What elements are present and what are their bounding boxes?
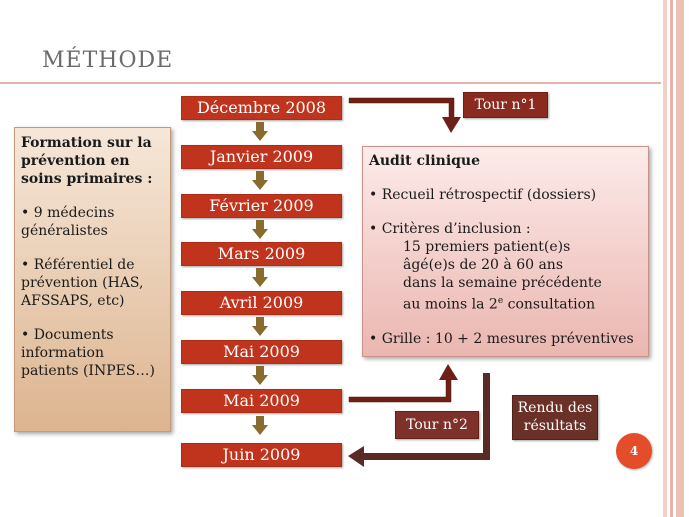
timeline-box-janvier-2009: Janvier 2009	[181, 145, 342, 169]
timeline-box-mars-2009: Mars 2009	[181, 242, 342, 266]
timeline-box-fevrier-2009: Février 2009	[181, 194, 342, 218]
consult-after: consultation	[503, 296, 596, 313]
audit-criteres-line: âgé(e)s de 20 à 60 ans	[403, 257, 564, 273]
timeline-box-mai-2009: Mai 2009	[181, 340, 342, 364]
timeline-box-avril-2009: Avril 2009	[181, 291, 342, 315]
down-arrow-icon	[252, 366, 268, 385]
consult-sup: e	[497, 296, 504, 306]
formation-item: • 9 médecins généralistes	[21, 205, 115, 239]
formation-title: Formation sur la prévention en soins primaires :	[21, 135, 153, 187]
tour2-label: Tour n°2	[395, 411, 479, 439]
down-arrow-icon	[252, 268, 268, 287]
page-number: 4	[616, 433, 652, 469]
rendu-line2: résultats	[523, 418, 587, 434]
audit-box	[362, 146, 649, 357]
timeline-box-mai-2009-second: Mai 2009	[181, 389, 342, 413]
consult-before: au moins la 2	[403, 296, 498, 313]
formation-box	[14, 127, 171, 432]
tour2-arrow-head	[439, 364, 458, 380]
down-arrow-icon	[252, 122, 268, 141]
audit-criteres-line: dans la semaine précédente	[403, 275, 602, 291]
timeline-box-juin-2009: Juin 2009	[181, 443, 342, 467]
audit-criteres-consultation	[369, 292, 642, 314]
rendu-line1: Rendu des	[517, 400, 593, 416]
audit-title: Audit clinique	[369, 153, 481, 169]
down-arrow-icon	[252, 416, 268, 435]
formation-item: • Référentiel de prévention (HAS, AFSSAPS, etc)	[21, 257, 144, 309]
audit-criteres: • Critères d’inclusion :	[369, 221, 531, 237]
audit-criteres-line: 15 premiers patient(e)s	[403, 239, 571, 255]
formation-item: • Documents information patients (INPES…)	[21, 327, 155, 379]
tour1-connector	[349, 98, 454, 118]
audit-grille: • Grille : 10 + 2 mesures préventives	[369, 330, 634, 347]
down-arrow-icon	[252, 220, 268, 239]
audit-recueil: • Recueil rétrospectif (dossiers)	[369, 187, 597, 203]
tour1-arrow-head	[442, 117, 461, 133]
tour1-label: Tour n°1	[463, 92, 548, 118]
rendu-resultats-label	[512, 395, 598, 440]
tour2-connector	[349, 378, 451, 402]
down-arrow-icon	[252, 171, 268, 190]
return-arrow-head	[348, 446, 364, 467]
down-arrow-icon	[252, 317, 268, 336]
page-title: MÉTHODE	[42, 48, 174, 73]
timeline-box-decembre-2008: Décembre 2008	[181, 96, 342, 120]
